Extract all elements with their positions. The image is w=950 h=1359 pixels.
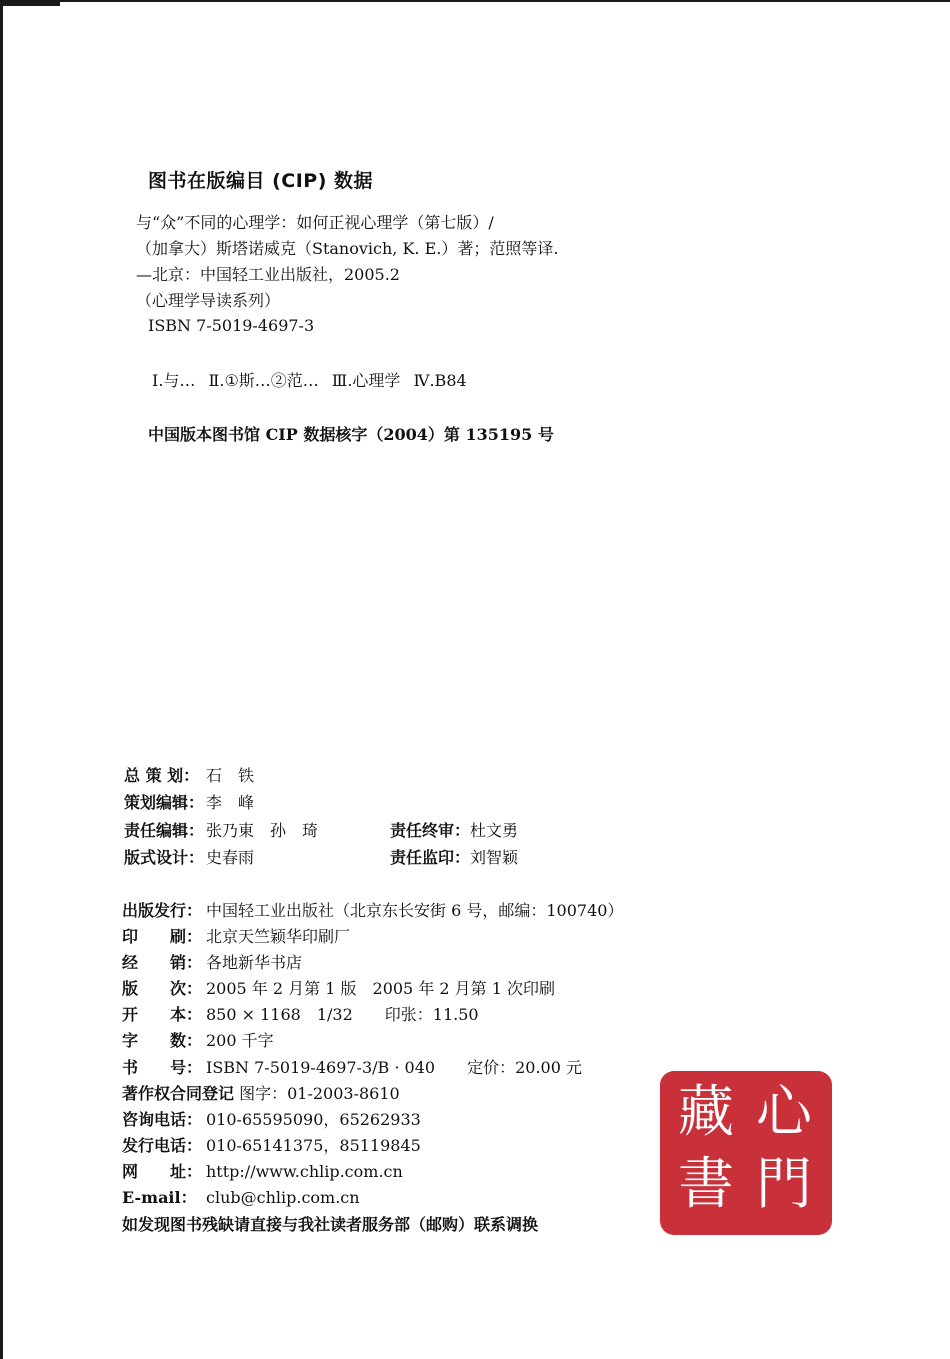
staff-row-layout xyxy=(124,845,518,868)
cip-isbn: ISBN 7-5019-4697-3 xyxy=(148,316,315,335)
pub-row: 发行电话： 010-65141375，85119845 xyxy=(122,1136,421,1155)
staff-value: 史春雨 xyxy=(206,848,255,867)
pub-row: 字 数： 200 千字 xyxy=(122,1031,274,1050)
staff-row-planner xyxy=(124,763,254,786)
staff-label: 责任终审： xyxy=(390,821,471,840)
seal-char: 藏 xyxy=(678,1080,734,1145)
staff-label: 策划编辑： xyxy=(124,793,205,812)
cip-verify-number: 中国版本图书馆 CIP 数据核字（2004）第 135195 号 xyxy=(148,425,554,444)
cip-author-line: （加拿大）斯塔诺威克（Stanovich, K. E.）著；范照等译. xyxy=(136,239,559,258)
staff-label: 责任监印： xyxy=(390,848,471,867)
cip-classification: Ⅰ.与… Ⅱ.①斯…②范… Ⅲ.心理学 Ⅳ.B84 xyxy=(152,371,467,390)
staff-value: 石 铁 xyxy=(206,766,255,785)
staff-value: 杜文勇 xyxy=(470,821,519,840)
staff-label: 版式设计： xyxy=(124,848,205,867)
scan-corner-mark xyxy=(0,0,60,6)
seal-char: 心 xyxy=(756,1080,812,1145)
staff-value: 张乃東 孙 琦 xyxy=(206,821,319,840)
collection-seal xyxy=(660,1071,832,1235)
staff-value: 李 峰 xyxy=(206,793,255,812)
pub-row: 网 址： http://www.chlip.com.cn xyxy=(122,1162,403,1181)
pub-row: 咨询电话： 010-65595090，65262933 xyxy=(122,1110,421,1129)
cip-publisher-line: —北京：中国轻工业出版社，2005.2 xyxy=(136,265,400,284)
pub-row: 出版发行： 中国轻工业出版社（北京东长安街 6 号，邮编：100740） xyxy=(122,901,624,920)
cip-book-title: 与“众”不同的心理学：如何正视心理学（第七版）/ xyxy=(136,213,494,232)
pub-row: 经 销： 各地新华书店 xyxy=(122,953,303,972)
pub-row: 印 刷： 北京天竺颖华印刷厂 xyxy=(122,927,351,946)
cip-series: （心理学导读系列） xyxy=(136,291,281,310)
staff-value: 刘智颖 xyxy=(470,848,519,867)
scan-border-left xyxy=(0,0,3,1359)
pub-row: 著作权合同登记 图字：01-2003-8610 xyxy=(122,1084,400,1103)
pub-row: 书 号： ISBN 7-5019-4697-3/B · 040 定价：20.00 元 xyxy=(122,1058,582,1077)
pub-row: 开 本： 850 × 1168 1/32 印张：11.50 xyxy=(122,1005,479,1024)
pub-row: E-mail： club@chlip.com.cn xyxy=(122,1188,360,1207)
staff-label: 总 策 划： xyxy=(124,766,200,785)
pub-row-notice: 如发现图书残缺请直接与我社读者服务部（邮购）联系调换 xyxy=(122,1215,539,1234)
pub-row: 版 次： 2005 年 2 月第 1 版 2005 年 2 月第 1 次印刷 xyxy=(122,979,556,998)
staff-row-editor xyxy=(124,818,518,841)
seal-char: 門 xyxy=(756,1152,812,1217)
cip-title: 图书在版编目 (CIP) 数据 xyxy=(148,170,374,192)
seal-char: 書 xyxy=(678,1152,734,1217)
staff-label: 责任编辑： xyxy=(124,821,205,840)
scan-border-top xyxy=(0,0,950,2)
staff-row-planning-editor xyxy=(124,790,254,813)
